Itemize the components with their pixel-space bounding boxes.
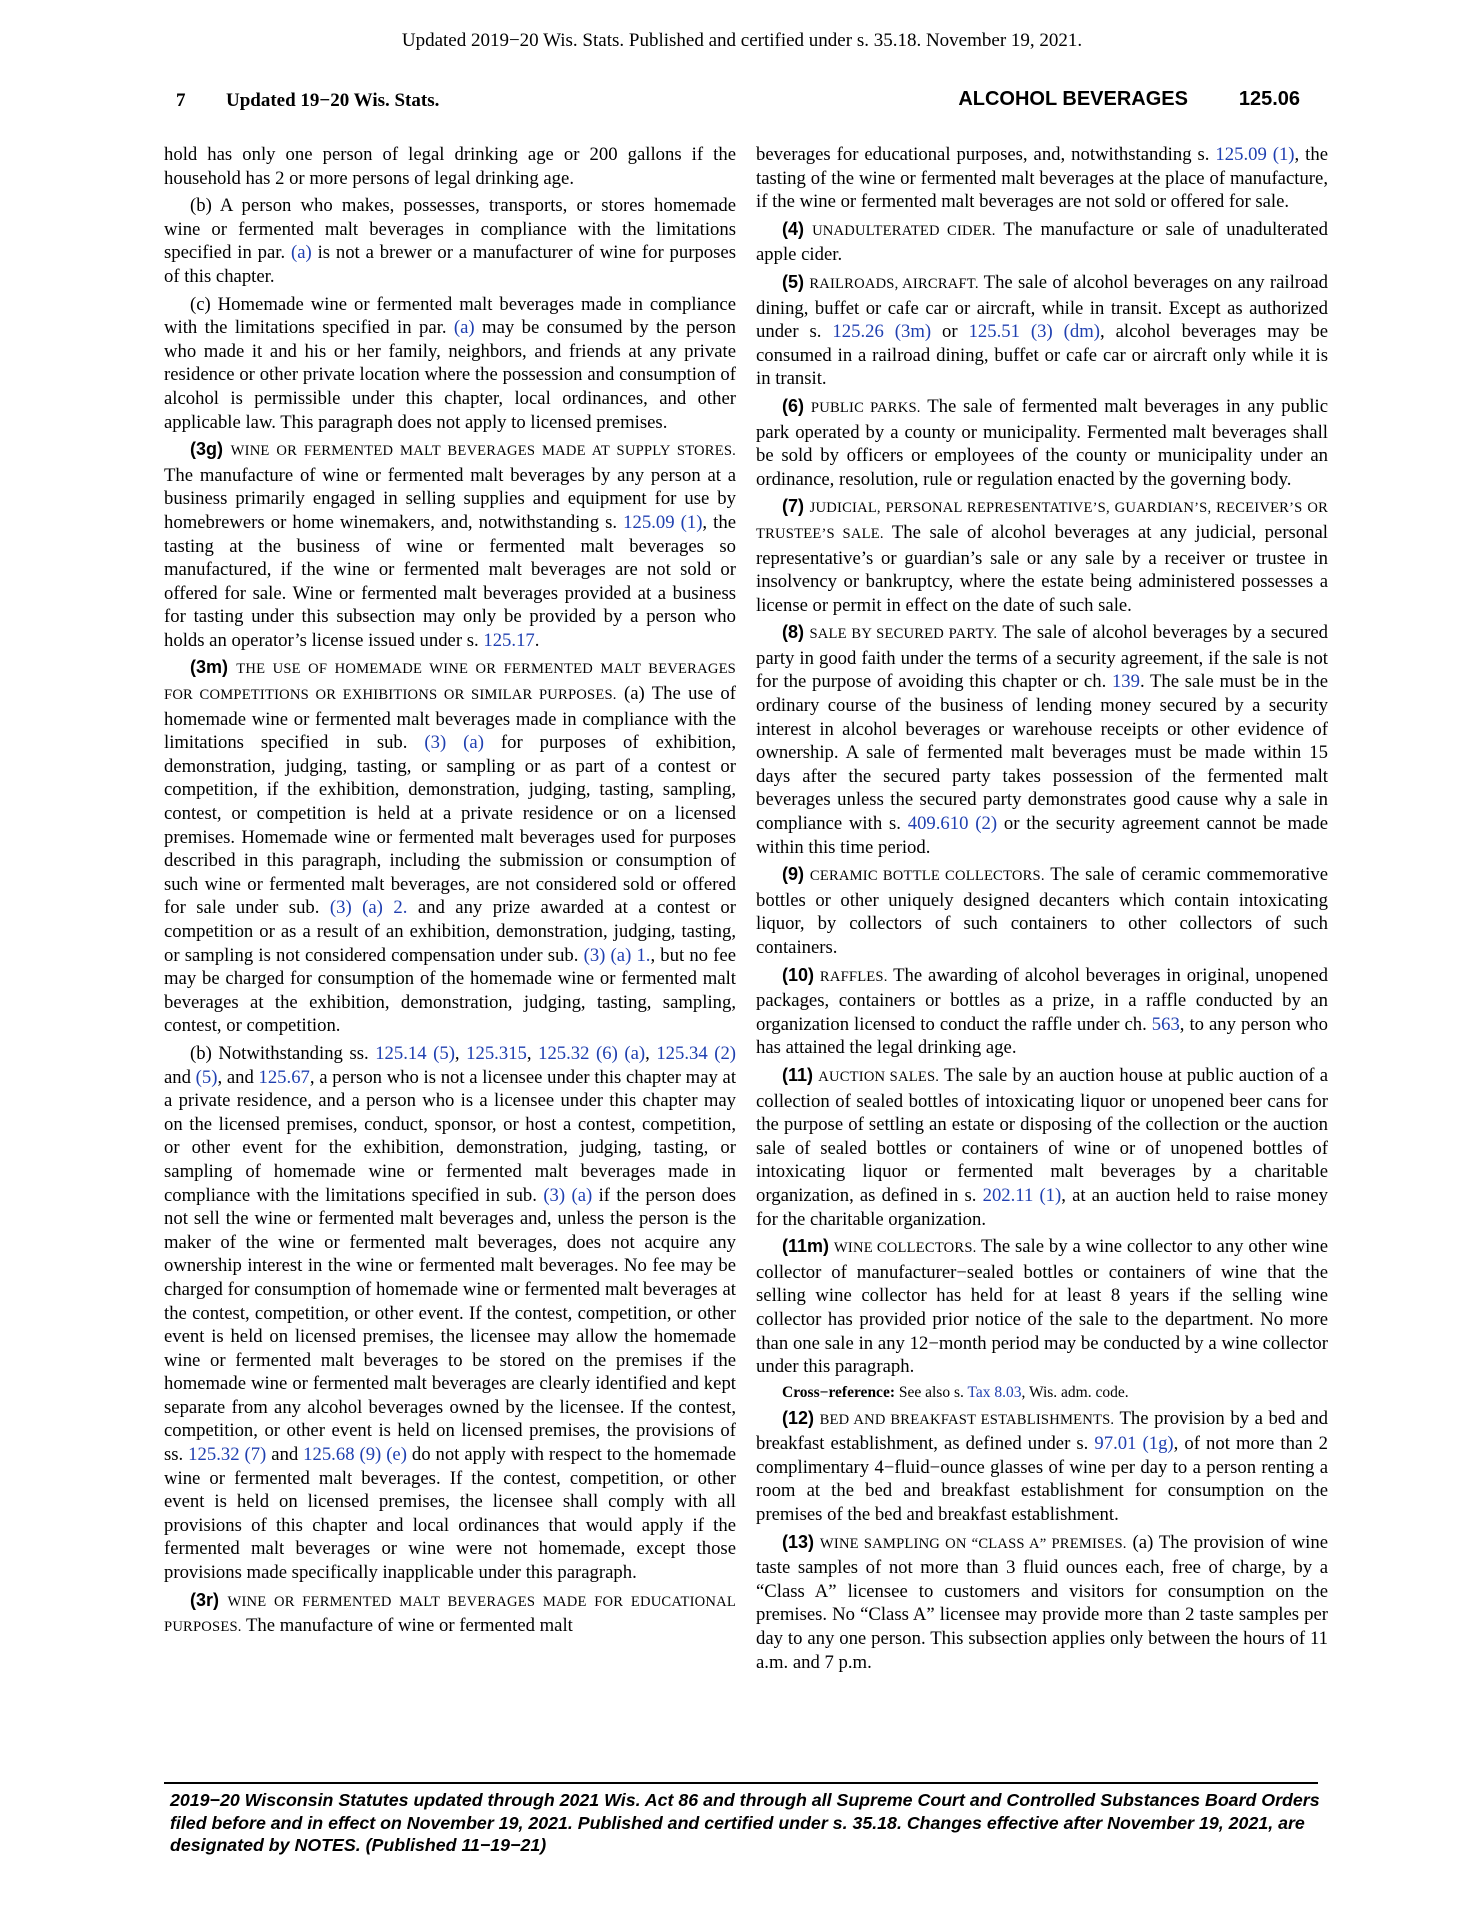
cross-reference-link[interactable]: 97.01 (1g) <box>1094 1433 1174 1455</box>
subsection-6: (6) PUBLIC PARKS. The sale of fermented malt beverages in any public park operated by a county or municipality. Fermented malt beverages shall be sold by officers or employees of the county or municipality under an ordinance, resolution, rule or regulation enacted by the governing body. <box>756 395 1328 490</box>
cross-reference-link[interactable]: (3) (a) <box>424 732 484 754</box>
subsection-heading: CERAMIC BOTTLE COLLECTORS. <box>809 868 1045 885</box>
left-column <box>164 143 736 1644</box>
cross-reference-link[interactable]: (a) <box>453 317 475 339</box>
subsection-number: (8) <box>782 622 804 643</box>
subsection-heading: UNADULTERATED CIDER. <box>812 222 996 239</box>
subsection-heading: WINE SAMPLING ON “CLASS A” PREMISES. <box>819 1535 1127 1552</box>
subsection-8: (8) SALE BY SECURED PARTY. The sale of alcohol beverages by a secured party in good faith under the terms of a security agreement, if the sale is not for the purpose of avoiding this chapter or ch. 139. The sale must be in the ordinary course of the business of lending money secured by a security interest in alcohol beverages or warehouse receipts or other evidence of ownership. A sale of fermented malt beverages must be made within 15 days after the secured party takes possession of the fermented malt beverages unless the secured party demonstrates good cause why a sale in compliance with s. 409.610 (2) or the security agreement cannot be made within this time period. <box>756 622 1329 858</box>
subsection-heading: RAFFLES. <box>819 968 888 985</box>
subsection-4: (4) UNADULTERATED CIDER. The manufacture or sale of unadulterated apple cider. <box>756 218 1328 266</box>
subsection-heading: JUDICIAL, PERSONAL REPRESENTATIVE’S, GUARDIAN’S, RECEIVER’S OR TRUSTEE’S SALE. <box>756 500 1329 542</box>
subsection-11: (11) AUCTION SALES. The sale by an auction house at public auction of a collection of sealed bottles of intoxicating liquor or unopened beer cans for the purpose of settling an estate or disposing of the collection or the auction sale of sealed bottles or containers of wine or of unopened bottles of intoxicating liquor or fermented malt beverages by a charitable organization, as defined in s. 202.11 (1), at an auction held to raise money for the charitable organization. <box>756 1064 1328 1230</box>
cross-reference-link[interactable]: 125.14 (5) <box>375 1042 455 1064</box>
cross-reference-link[interactable]: 125.34 (2) <box>656 1042 737 1064</box>
cross-reference-link[interactable]: Tax 8.03 <box>967 1383 1022 1401</box>
subsection-7: (7) JUDICIAL, PERSONAL REPRESENTATIVE’S, GUARDIAN’S, RECEIVER’S OR TRUSTEE’S SALE. The sale of alcohol beverages at any judicial, personal representative’s or guardian’s sale or any sale by a receiver or trustee in insolvency or bankruptcy, where the estate being administered possesses a license or permit in effect on the date of such sale. <box>756 496 1329 616</box>
subsection-3g: (3g) WINE OR FERMENTED MALT BEVERAGES MADE AT SUPPLY STORES. The manufacture of wine or fermented malt beverages by any person at a business primarily engaged in selling supplies and equipment for use by homebrewers or home winemakers, and, notwithstanding s. 125.09 (1), the tasting at the business of wine or fermented malt beverages so manufactured, if the wine or fermented malt beverages are not sold or offered for sale. Wine or fermented malt beverages provided at a business for tasting under this subsection may only be provided by a person who holds an operator’s license issued under s. 125.17. <box>164 439 737 651</box>
right-column <box>756 143 1328 1678</box>
subsection-number: (13) <box>782 1531 815 1552</box>
paragraph-b: (b) A person who makes, possesses, transports, or stores homemade wine or fermented malt beverages in compliance with the limitations specified in par. (a) is not a brewer or a manufacturer of wine for purposes of this chapter. <box>164 195 736 287</box>
subsection-13: (13) WINE SAMPLING ON “CLASS A” PREMISES. (a) The provision of wine taste samples of not more than 3 fluid ounces each, free of charge, by a “Class A” licensee to customers and visitors for consumption on the premises. No “Class A” licensee may provide more than 2 taste samples per day to any one person. This subsection applies only between the hours of 11 a.m. and 7 p.m. <box>756 1531 1329 1673</box>
subsection-heading: BED AND BREAKFAST ESTABLISHMENTS. <box>819 1411 1115 1428</box>
subsection-number: (9) <box>782 864 804 885</box>
subsection-number: (12) <box>782 1407 815 1428</box>
subsection-heading: RAILROADS, AIRCRAFT. <box>809 275 979 292</box>
paragraph-continuation: hold has only one person of legal drinking age or 200 gallons if the household has 2 or more persons of legal drinking age. <box>164 144 736 189</box>
subsection-heading: PUBLIC PARKS. <box>810 399 921 416</box>
certification-banner: Updated 2019−20 Wis. Stats. Published and certified under s. 35.18. November 19, 2021. <box>401 30 1083 51</box>
paragraph-continuation: beverages for educational purposes, and, notwithstanding s. 125.09 (1), the tasting of the wine or fermented malt beverages at the place of manufacture, if the wine or fermented malt beverages are not sold or offered for sale. <box>756 144 1328 213</box>
subsection-number: (3m) <box>190 657 229 678</box>
subsection-number: (3r) <box>190 1589 220 1610</box>
cross-reference-link[interactable]: (5) <box>195 1066 218 1088</box>
subsection-3r: (3r) WINE OR FERMENTED MALT BEVERAGES MADE FOR EDUCATIONAL PURPOSES. The manufacture of wine or fermented malt <box>164 1589 736 1637</box>
cross-reference-link[interactable]: (3) (a) 2. <box>329 897 408 919</box>
cross-reference-label: Cross−reference: <box>782 1383 895 1401</box>
subsection-number: (11) <box>782 1064 814 1085</box>
cross-reference-link[interactable]: 125.17 <box>483 629 535 651</box>
cross-reference-link[interactable]: 125.51 (3) (dm) <box>968 321 1100 343</box>
cross-reference-link[interactable]: 139 <box>1111 671 1140 693</box>
chapter-title: ALCOHOL BEVERAGES <box>958 88 1188 110</box>
cross-reference-link[interactable]: 125.67 <box>258 1066 310 1088</box>
subsection-12: (12) BED AND BREAKFAST ESTABLISHMENTS. The provision by a bed and breakfast establishment, as defined under s. 97.01 (1g), of not more than 2 complimentary 4−fluid−ounce glasses of wine per day to a person renting a room at the bed and breakfast establishment for consumption on the premises of the bed and breakfast establishment. <box>756 1407 1329 1526</box>
cross-reference-link[interactable]: 125.09 (1) <box>1215 144 1295 165</box>
subsection-number: (11m) <box>782 1236 830 1257</box>
subsection-heading: WINE OR FERMENTED MALT BEVERAGES MADE AT SUPPLY STORES. <box>230 443 737 460</box>
footer-divider <box>164 1782 1318 1784</box>
cross-reference-link[interactable]: (3) (a) 1. <box>583 944 651 966</box>
subsection-number: (10) <box>782 964 815 985</box>
cross-reference-link[interactable]: 125.315 <box>466 1042 527 1064</box>
subsection-number: (3g) <box>190 439 223 460</box>
subsection-heading: WINE COLLECTORS. <box>833 1240 977 1257</box>
cross-reference-link[interactable]: 563 <box>1151 1013 1180 1035</box>
subsection-number: (7) <box>782 496 804 517</box>
cross-reference-link[interactable]: 125.32 (7) <box>188 1444 267 1466</box>
footer-notice: 2019−20 Wisconsin Statutes updated through 2021 Wis. Act 86 and through all Supreme Court and Controlled Substances Board Orders filed before and in effect on November 19, 2021. Published and certified under s. 35.18. Changes effective after November 19, 2021, are designated by NOTES. (Published 11−19−21) <box>170 1790 1320 1855</box>
paragraph-3m-b: (b) Notwithstanding ss. 125.14 (5), 125.315, 125.32 (6) (a), 125.34 (2) and (5), and 125.67, a person who is not a licensee under this chapter may at a private residence, and a person who is a licensee under this chapter may on the licensed premises, conduct, sponsor, or host a contest, competition, or other event for the exhibition, demonstration, judging, tasting, or sampling of homemade wine or fermented malt beverages made in compliance with the limitations specified in sub. (3) (a) if the person does not sell the wine or fermented malt beverages and, unless the person is the maker of the wine or fermented malt beverages, does not acquire any ownership interest in the wine or fermented malt beverages. No fee may be charged for consumption of homemade wine or fermented malt beverages at the contest, competition, or other event. If the contest, competition, or other event is held on licensed premises, the licensee may allow the homemade wine or fermented malt beverages to be stored on the premises if the homemade wine or fermented malt beverages are clearly identified and kept separate from any alcohol beverages owned by the licensee. If the contest, competition, or other event is held on licensed premises, the provisions of ss. 125.32 (7) and 125.68 (9) (e) do not apply with respect to the homemade wine or fermented malt beverages. If the contest, competition, or other event is held on licensed premises, the licensee shall comply with all provisions of this chapter and local ordinances that would apply if the fermented malt beverages or wine were not homemade, except those provisions made specifically inapplicable under this paragraph. <box>164 1042 737 1584</box>
cross-reference-link[interactable]: 409.610 (2) <box>907 813 998 835</box>
section-number: 125.06 <box>1238 88 1300 110</box>
cross-reference-link[interactable]: (3) (a) <box>543 1184 593 1206</box>
subsection-9: (9) CERAMIC BOTTLE COLLECTORS. The sale of ceramic commemorative bottles or other uniquely designed decanters which contain intoxicating liquor, by collectors of such containers to other collectors of such containers. <box>756 864 1329 958</box>
cross-reference-link[interactable]: (a) <box>290 242 312 264</box>
running-head <box>166 86 1318 116</box>
subsection-heading: AUCTION SALES. <box>818 1068 940 1085</box>
subsection-heading: THE USE OF HOMEMADE WINE OR FERMENTED MALT BEVERAGES FOR COMPETITIONS OR EXHIBITIONS OR SIMILAR PURPOSES. <box>164 661 737 704</box>
cross-reference-note: Cross−reference: See also s. Tax 8.03, Wis. adm. code. <box>782 1383 1129 1401</box>
subsection-number: (6) <box>782 395 804 416</box>
cross-reference-link[interactable]: 125.09 (1) <box>623 511 703 533</box>
subsection-5: (5) RAILROADS, AIRCRAFT. The sale of alcohol beverages on any railroad dining, buffet or cafe car or aircraft, while in transit. Except as authorized under s. 125.26 (3m) or 125.51 (3) (dm), alcohol beverages may be consumed in a railroad dining, buffet or cafe car or aircraft only while it is in transit. <box>756 271 1328 390</box>
cross-reference-link[interactable]: 202.11 (1) <box>982 1184 1062 1206</box>
subsection-number: (5) <box>782 271 804 292</box>
paragraph-c: (c) Homemade wine or fermented malt beverages made in compliance with the limitations specified in par. (a) may be consumed by the person who made it and his or her family, neighbors, and friends at any private residence or other private location where the possession and consumption of alcohol is permissible under this chapter, local ordinances, and other applicable law. This paragraph does not apply to licensed premises. <box>164 293 736 433</box>
subsection-heading: WINE OR FERMENTED MALT BEVERAGES MADE FOR EDUCATIONAL PURPOSES. <box>164 1593 736 1636</box>
subsection-10: (10) RAFFLES. The awarding of alcohol beverages in original, unopened packages, containers or bottles as a prize, in a raffle conducted by an organization licensed to conduct the raffle under ch. 563, to any person who has attained the legal drinking age. <box>756 964 1329 1059</box>
subsection-heading: SALE BY SECURED PARTY. <box>809 626 998 643</box>
subsection-11m: (11m) WINE COLLECTORS. The sale by a wine collector to any other wine collector of manufacturer−sealed bottles or containers of wine that the selling wine collector has held for at least 8 years if the selling wine collector has provided prior notice of the sale to the department. No more than one sale in any 12−month period may be conducted by a wine collector under this paragraph. <box>756 1236 1329 1378</box>
subsection-3m: (3m) THE USE OF HOMEMADE WINE OR FERMENTED MALT BEVERAGES FOR COMPETITIONS OR EXHIBITIONS OR SIMILAR PURPOSES. (a) The use of homemade wine or fermented malt beverages made in compliance with the limitations specified in sub. (3) (a) for purposes of exhibition, demonstration, judging, tasting, or sampling or as part of a contest or competition, if the exhibition, demonstration, judging, tasting, sampling, contest, or competition is held at a private residence or on a licensed premises. Homemade wine or fermented malt beverages used for purposes described in this paragraph, including the submission or consumption of such wine or fermented malt beverages, are not considered sold or offered for sale under sub. (3) (a) 2. and any prize awarded at a contest or competition or as a result of an exhibition, demonstration, judging, tasting, or sampling is not considered compensation under sub. (3) (a) 1., but no fee may be charged for consumption of the homemade wine or fermented malt beverages at the exhibition, demonstration, judging, tasting, sampling, contest, or competition. <box>164 657 737 1037</box>
subsection-number: (4) <box>782 218 804 239</box>
cross-reference-link[interactable]: 125.32 (6) (a) <box>538 1042 646 1064</box>
running-title: Updated 19−20 Wis. Stats. <box>226 90 440 111</box>
cross-reference-link[interactable]: 125.26 (3m) <box>832 321 932 343</box>
cross-reference-link[interactable]: 125.68 (9) (e) <box>303 1444 407 1466</box>
page-number: 7 <box>176 90 186 111</box>
